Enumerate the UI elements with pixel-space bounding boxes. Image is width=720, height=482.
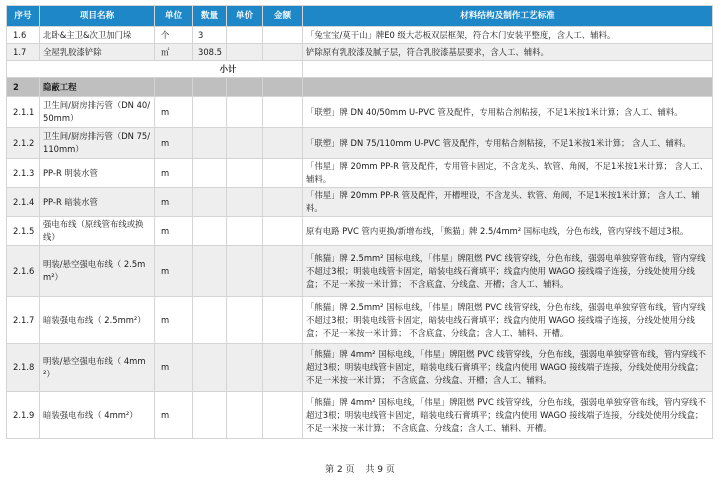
item-price (227, 128, 263, 159)
item-qty (193, 217, 227, 246)
table-row (7, 188, 713, 217)
item-spec: 「兔宝宝/莫干山」牌E0 级大芯板双层框架，符合木门安装平整度，含人工、辅料。 (303, 27, 713, 44)
item-no: 2.1.6 (7, 246, 40, 297)
item-qty (193, 297, 227, 344)
item-name: PP-R 暗装水管 (40, 188, 155, 217)
item-name: 明装/悬空强电布线（ 4mm²） (40, 344, 155, 392)
item-amount (263, 27, 303, 44)
subtotal-value (303, 61, 713, 78)
table-row (7, 246, 713, 297)
item-name: 明装/悬空强电布线（ 2.5mm²） (40, 246, 155, 297)
section-name: 隐蔽工程 (40, 78, 155, 97)
table-row (7, 344, 713, 392)
item-price (227, 44, 263, 61)
item-amount (263, 297, 303, 344)
item-price (227, 27, 263, 44)
item-no: 2.1.2 (7, 128, 40, 159)
item-name: PP-R 明装水管 (40, 159, 155, 188)
page-number: 第 2 页 (325, 465, 355, 475)
table-row (7, 217, 713, 246)
quote-sheet (6, 5, 712, 439)
item-name: 暗装强电布线（ 4mm²） (40, 392, 155, 439)
item-no: 2.1.4 (7, 188, 40, 217)
item-spec: 「联塑」牌 DN 75/110mm U-PVC 管及配件，专用粘合剂粘接，不足1米按1米计算； 含人工、辅料。 (303, 128, 713, 159)
item-qty (193, 188, 227, 217)
item-name: 卫生间/厨房排污管（DN 75/110mm） (40, 128, 155, 159)
page-total: 共 9 页 (365, 465, 395, 475)
item-price (227, 246, 263, 297)
item-price (227, 159, 263, 188)
item-qty (193, 128, 227, 159)
item-price (227, 344, 263, 392)
header-no: 序号 (7, 6, 40, 27)
item-spec: 「熊猫」牌 2.5mm² 国标电线，「伟星」牌阻燃 PVC 线管穿线，分色布线，强弱电单独穿管布线，管内穿线不超过3根；明装电线管卡固定，暗装电线石膏填平；线盒内使用 WAGO 接线端子连接，分线处使用分线盒；不足一米按一米计算； 不含底盒、分线盒；含人工、辅料、开槽。 (303, 297, 713, 344)
table-row (7, 27, 713, 44)
item-spec: 「伟星」牌 20mm PP-R 管及配件，专用管卡固定，不含龙头、软管、角阀，不足1米按1米计算； 含人工、辅料。 (303, 159, 713, 188)
header-name: 项目名称 (40, 6, 155, 27)
item-name: 全屋乳胶漆铲除 (40, 44, 155, 61)
table-header-row (7, 6, 713, 27)
item-no: 2.1.1 (7, 97, 40, 128)
section-no: 2 (7, 78, 40, 97)
item-spec: 「熊猫」牌 4mm² 国标电线，「伟星」牌阻燃 PVC 线管穿线，分色布线，强弱电单独穿管布线，管内穿线不超过3根；明装电线管卡固定，暗装电线石膏填平；线盒内使用 WAGO 接线端子连接，分线处使用分线盒；不足一米按一米计算； 不含底盒、分线盒、开槽；含人工、辅料。 (303, 344, 713, 392)
item-spec: 「伟星」牌 20mm PP-R 管及配件，开槽埋设，不含龙头、软管、角阀，不足1米按1米计算； 含人工、辅料。 (303, 188, 713, 217)
item-amount (263, 97, 303, 128)
item-amount (263, 392, 303, 439)
section-row (7, 78, 713, 97)
item-qty (193, 344, 227, 392)
item-unit: 个 (155, 27, 193, 44)
item-unit: ㎡ (155, 44, 193, 61)
item-price (227, 392, 263, 439)
item-price (227, 188, 263, 217)
item-name: 卫生间/厨房排污管（DN 40/50mm） (40, 97, 155, 128)
item-name: 暗装强电布线（ 2.5mm²） (40, 297, 155, 344)
item-unit: m (155, 97, 193, 128)
item-price (227, 297, 263, 344)
table-row (7, 44, 713, 61)
header-qty: 数量 (193, 6, 227, 27)
item-spec: 「熊猫」牌 4mm² 国标电线，「伟星」牌阻燃 PVC 线管穿线，分色布线，强弱电单独穿管布线，管内穿线不超过3根；明装电线管卡固定，暗装电线石膏填平；线盒内使用 WAGO 接线端子连接，分线处使用分线盒；不足一米按一米计算； 不含底盒、分线盒；含人工、辅料、开槽。 (303, 392, 713, 439)
item-amount (263, 44, 303, 61)
item-spec: 原有电路 PVC 管内更换/新增布线，「熊猫」牌 2.5/4mm² 国标电线，分色布线，管内穿线不超过3根。 (303, 217, 713, 246)
item-qty: 308.5 (193, 44, 227, 61)
item-unit: m (155, 159, 193, 188)
item-unit: m (155, 128, 193, 159)
item-amount (263, 344, 303, 392)
item-no: 2.1.9 (7, 392, 40, 439)
header-amount: 金额 (263, 6, 303, 27)
item-qty (193, 246, 227, 297)
table-row (7, 392, 713, 439)
subtotal-row (7, 61, 713, 78)
item-name: 北卧&主卫&次卫加门垛 (40, 27, 155, 44)
item-no: 2.1.7 (7, 297, 40, 344)
item-qty (193, 97, 227, 128)
table-row (7, 297, 713, 344)
item-amount (263, 217, 303, 246)
page-footer (0, 462, 720, 475)
table-row (7, 97, 713, 128)
subtotal-label: 小计 (7, 61, 303, 78)
item-price (227, 217, 263, 246)
item-qty: 3 (193, 27, 227, 44)
item-no: 2.1.3 (7, 159, 40, 188)
item-unit: m (155, 246, 193, 297)
item-spec: 铲除原有乳胶漆及腻子层，符合乳胶漆基层要求，含人工、辅料。 (303, 44, 713, 61)
item-amount (263, 159, 303, 188)
item-spec: 「熊猫」牌 2.5mm² 国标电线，「伟星」牌阻燃 PVC 线管穿线，分色布线，强弱电单独穿管布线，管内穿线不超过3根；明装电线管卡固定，暗装电线石膏填平；线盒内使用 WAGO 接线端子连接，分线处使用分线盒；不足一米按一米计算； 不含底盒、分线盒、开槽；含人工、辅料。 (303, 246, 713, 297)
item-amount (263, 128, 303, 159)
item-no: 1.6 (7, 27, 40, 44)
item-name: 强电布线（原线管布线或换线） (40, 217, 155, 246)
item-price (227, 97, 263, 128)
item-unit: m (155, 217, 193, 246)
table-row (7, 128, 713, 159)
item-no: 1.7 (7, 44, 40, 61)
item-unit: m (155, 188, 193, 217)
header-spec: 材料结构及制作工艺标准 (303, 6, 713, 27)
item-no: 2.1.5 (7, 217, 40, 246)
item-unit: m (155, 392, 193, 439)
item-unit: m (155, 297, 193, 344)
item-amount (263, 188, 303, 217)
quote-table (6, 5, 713, 439)
item-qty (193, 392, 227, 439)
item-no: 2.1.8 (7, 344, 40, 392)
item-amount (263, 246, 303, 297)
table-row (7, 159, 713, 188)
header-unit: 单位 (155, 6, 193, 27)
item-qty (193, 159, 227, 188)
item-unit: m (155, 344, 193, 392)
item-spec: 「联塑」牌 DN 40/50mm U-PVC 管及配件，专用粘合剂粘接，不足1米按1米计算；含人工、辅料。 (303, 97, 713, 128)
header-price: 单价 (227, 6, 263, 27)
